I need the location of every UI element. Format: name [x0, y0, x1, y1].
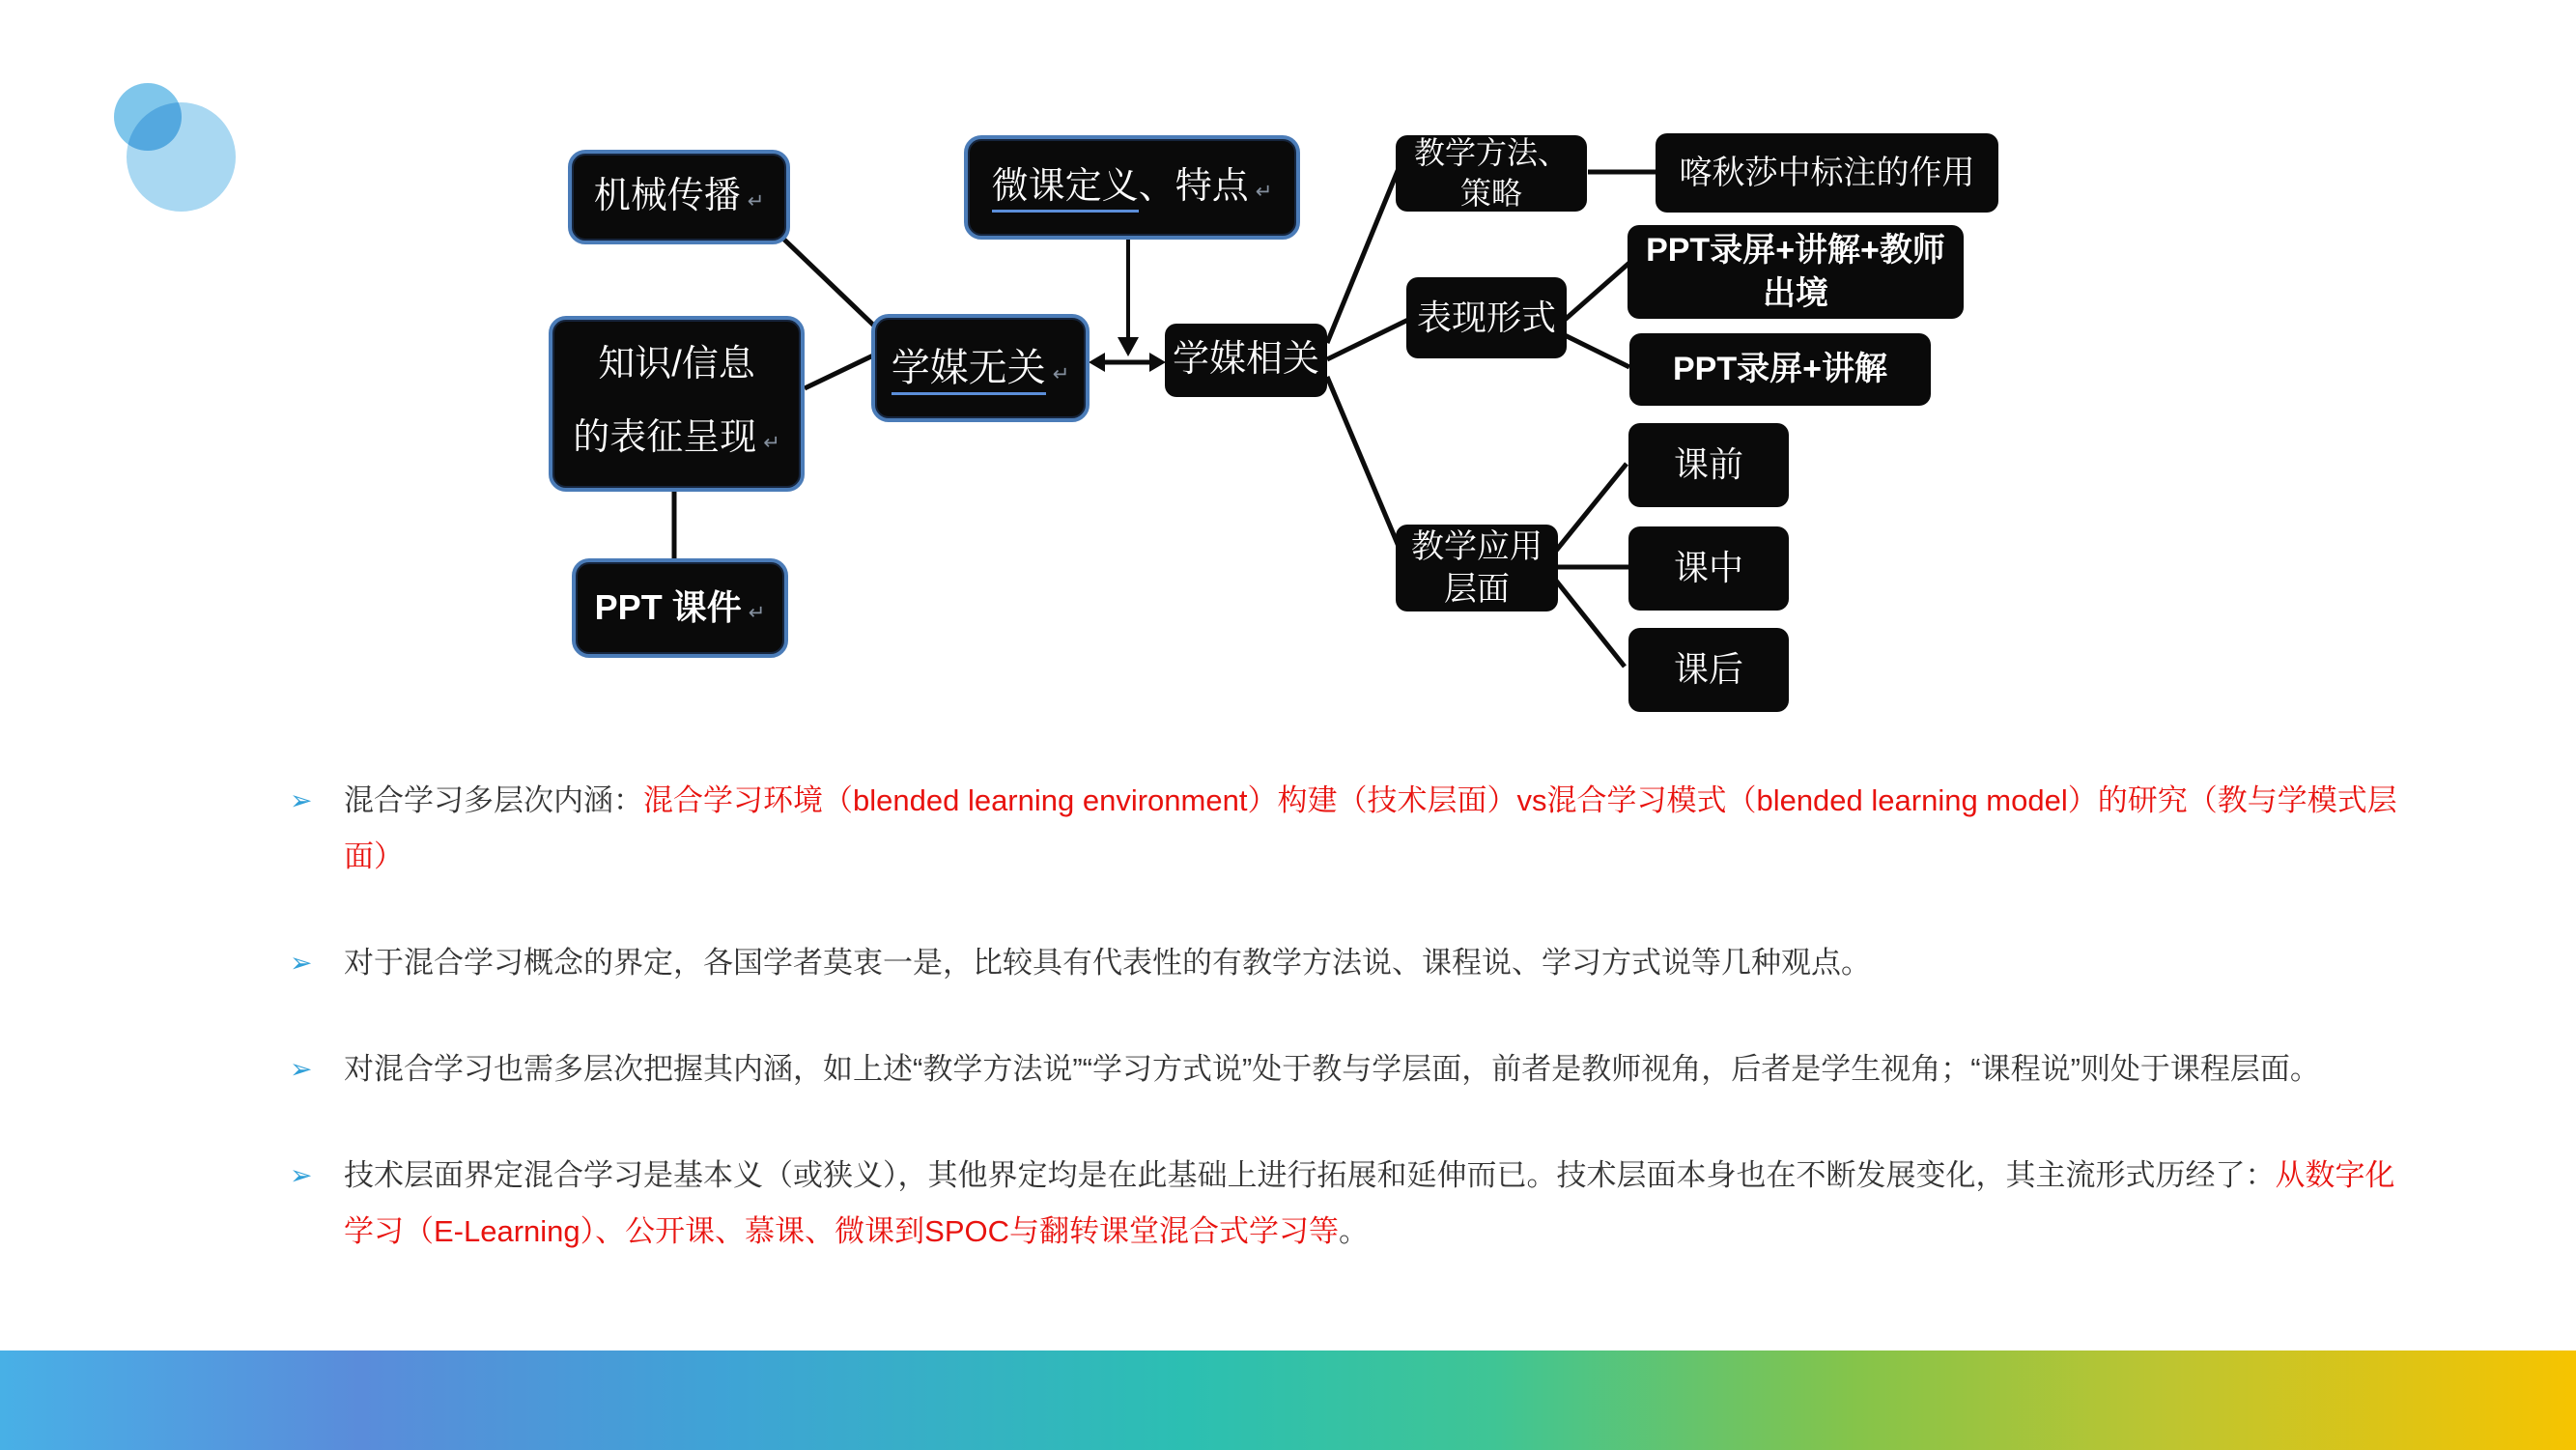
node-label: 微课定义、特点 ↵: [992, 163, 1273, 211]
highlighted-text: 混合学习环境（blended learning environment）构建（技术层面）vs混合学习模式（blended learning model）的研究（教与学模式层面）: [344, 783, 2397, 873]
node-label: 课后: [1673, 649, 1743, 690]
node-biaoxian-xingshi: [1406, 277, 1567, 358]
node-kaqiusha: [1656, 133, 1998, 213]
bullet-list: [290, 773, 2419, 1310]
node-label: PPT录屏+讲解+教师出境: [1646, 232, 1945, 312]
node-xuemei-xiangguan: [1165, 324, 1327, 397]
node-label: 课前: [1673, 444, 1743, 485]
connector-line: [1565, 263, 1629, 320]
node-ppt-kejian: [572, 558, 788, 658]
return-mark-icon: ↵: [748, 602, 766, 625]
bullet-arrow-icon: ➢: [290, 1054, 313, 1084]
connector-line: [805, 355, 873, 388]
bullet-item-3: [290, 1041, 2419, 1097]
connector-line: [1556, 464, 1627, 551]
arrowhead-right-icon: [1149, 353, 1166, 372]
node-label: 机械传播 ↵: [593, 176, 765, 217]
node-label: 学媒无关 ↵: [892, 343, 1070, 393]
node-xuemei-wuguan: [871, 314, 1090, 422]
connector-line: [1327, 377, 1400, 549]
node-label: 教学方法、策略: [1413, 134, 1569, 211]
highlighted-text: 从数字化学习（E-Learning）、公开课、慕课、微课到SPOC与翻转课堂混合式学习等: [344, 1158, 2395, 1248]
node-label-line2: 的表征呈现 ↵: [573, 417, 780, 458]
bullet-text: 混合学习多层次内涵：混合学习环境（blended learning environment）构建（技术层面）vs混合学习模式（blended learning model）的研究（教与学模式层面）: [344, 783, 2397, 873]
return-mark-icon: ↵: [1255, 181, 1273, 204]
bullet-item-4: [290, 1148, 2419, 1260]
bullet-arrow-icon: ➢: [290, 1160, 313, 1190]
node-label: PPT录屏+讲解: [1673, 351, 1887, 388]
connector-line: [1327, 319, 1410, 359]
bullet-text: 技术层面界定混合学习是基本义（或狭义），其他界定均是在此基础上进行拓展和延伸而已。技术层面本身也在不断发展变化，其主流形式历经了：从数字化学习（E-Learning）、公开课、慕课、微课到SPOC与翻转课堂混合式学习等。: [344, 1158, 2395, 1248]
node-jiaoxue-yingyong: [1396, 525, 1558, 611]
node-keqian: [1628, 423, 1789, 507]
bullet-arrow-icon: ➢: [290, 785, 313, 815]
node-weike-dingyi: [964, 135, 1300, 240]
node-jixie-chuanbo: [568, 150, 790, 244]
bullet-item-2: [290, 935, 2419, 991]
node-zhishi-biaozheng: [549, 316, 805, 492]
bottom-gradient-bar: [0, 1350, 2576, 1450]
node-label: PPT 课件 ↵: [594, 587, 766, 628]
connector-line: [1565, 335, 1629, 367]
node-ppt-luping-jiangjie: [1629, 333, 1931, 406]
node-label: 学媒相关: [1172, 339, 1319, 381]
return-mark-icon: ↵: [1052, 363, 1070, 385]
node-label: 喀秋莎中标注的作用: [1679, 154, 1975, 191]
arrowhead-down-icon: [1118, 337, 1139, 356]
connector-line: [1556, 581, 1625, 667]
node-label-line1: 知识/信息: [598, 344, 755, 384]
arrowhead-left-icon: [1089, 353, 1105, 372]
node-label: 表现形式: [1416, 297, 1556, 337]
bullet-text: 对于混合学习概念的界定，各国学者莫衷一是，比较具有代表性的有教学方法说、课程说、学习方式说等几种观点。: [344, 946, 1871, 980]
return-mark-icon: ↵: [747, 190, 765, 213]
node-jiaoxue-fangfa: [1396, 135, 1587, 212]
bullet-item-1: [290, 773, 2419, 885]
return-mark-icon: ↵: [763, 432, 780, 454]
node-label: 课中: [1673, 548, 1743, 588]
bullet-arrow-icon: ➢: [290, 948, 313, 978]
bullet-text: 对混合学习也需多层次把握其内涵，如上述“教学方法说”“学习方式说”处于教与学层面，前者是教师视角，后者是学生视角；“课程说”则处于课程层面。: [344, 1052, 2320, 1086]
node-label: 教学应用层面: [1411, 527, 1543, 608]
node-ppt-luping-chujing: [1628, 225, 1964, 319]
connector-line: [1327, 166, 1400, 343]
node-kehou: [1628, 628, 1789, 712]
node-kezhong: [1628, 526, 1789, 611]
connector-line: [784, 240, 877, 328]
